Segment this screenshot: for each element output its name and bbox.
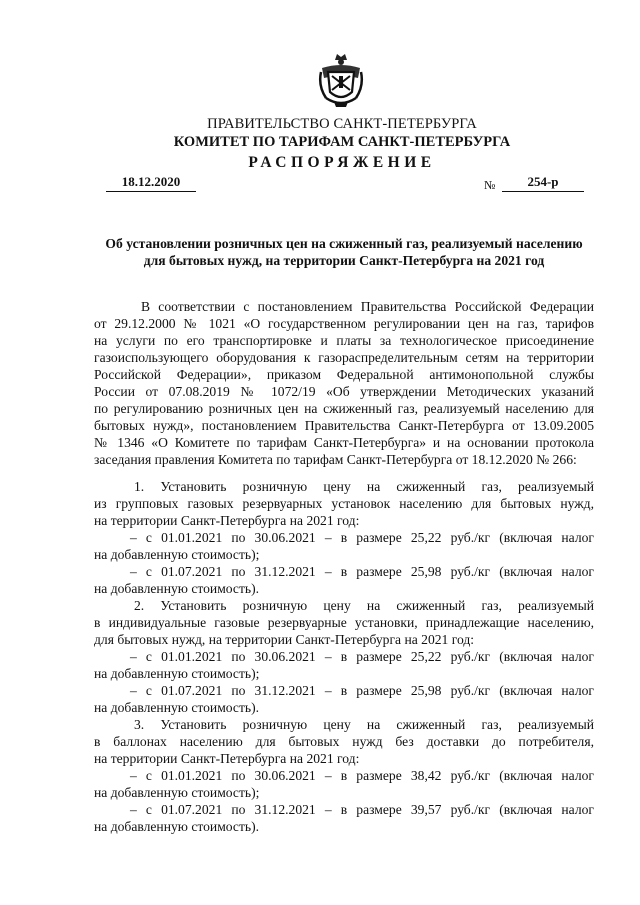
item-1-line: на территории Санкт-Петербурга на 2021 год:: [94, 513, 360, 528]
price-line: – с 01.07.2021 по 31.12.2021 – в размере 25,98 руб./кг (включая налог: [130, 683, 594, 698]
price-line: на добавленную стоимость);: [94, 547, 260, 562]
item-2-line: для бытовых нужд, на территории Санкт-Петербурга на 2021 год:: [94, 632, 475, 647]
price-line: на добавленную стоимость).: [94, 819, 260, 834]
price-line: – с 01.01.2021 по 30.06.2021 – в размере 25,22 руб./кг (включая налог: [130, 530, 594, 545]
preamble-line: России от 07.08.2019 № 1072/19 «Об утверждении Методических указаний: [94, 384, 594, 399]
number-label: №: [484, 178, 496, 192]
item-3-line: в баллонах населению для бытовых нужд без доставки до потребителя,: [94, 734, 594, 749]
item-3-line: 3. Установить розничную цену на сжиженный газ, реализуемый: [134, 717, 594, 732]
price-line: на добавленную стоимость);: [94, 785, 260, 800]
document-date: 18.12.2020: [106, 174, 196, 192]
preamble-line: № 1346 «О Комитете по тарифам Санкт-Петербурга» и на основании протокола: [94, 435, 594, 450]
price-line: – с 01.01.2021 по 30.06.2021 – в размере 25,22 руб./кг (включая налог: [130, 649, 594, 664]
preamble-line: Российской Федерации», приказом Федеральной антимонопольной службы: [94, 367, 594, 382]
document-title-line: Об установлении розничных цен на сжиженный газ, реализуемый населению: [105, 236, 583, 251]
item-1-line: 1. Установить розничную цену на сжиженный газ, реализуемый: [134, 479, 594, 494]
price-line: на добавленную стоимость);: [94, 666, 260, 681]
preamble-line: бытовых нужд», постановлением Правительства Санкт-Петербурга от 13.09.2005: [94, 418, 594, 433]
item-2-line: 2. Установить розничную цену на сжиженный газ, реализуемый: [134, 598, 594, 613]
preamble-line: на услуги по его транспортировке и платы за технологическое присоединение: [94, 333, 594, 348]
price-line: на добавленную стоимость).: [94, 700, 260, 715]
government-name: ПРАВИТЕЛЬСТВО САНКТ-ПЕТЕРБУРГА: [207, 116, 477, 132]
price-line: – с 01.07.2021 по 31.12.2021 – в размере 39,57 руб./кг (включая налог: [130, 802, 594, 817]
preamble-line: по регулированию розничных цен на сжиженный газ, реализуемый населению для: [94, 401, 594, 416]
document-type: РАСПОРЯЖЕНИЕ: [248, 154, 436, 171]
item-2-line: в индивидуальные газовые резервуарные установки, принадлежащие населению,: [94, 615, 594, 630]
item-3-line: на территории Санкт-Петербурга на 2021 год:: [94, 751, 360, 766]
preamble-line: газоиспользующего оборудования к газораспределительным сетям на территории: [94, 350, 594, 365]
price-line: – с 01.01.2021 по 30.06.2021 – в размере 38,42 руб./кг (включая налог: [130, 768, 594, 783]
item-1-line: из групповых газовых резервуарных установок населению для бытовых нужд,: [94, 496, 594, 511]
document-number: 254-р: [502, 174, 584, 192]
document-title-line: для бытовых нужд, на территории Санкт-Петербурга на 2021 год: [143, 253, 545, 268]
preamble-line: заседания правления Комитета по тарифам Санкт-Петербурга от 18.12.2020 № 266:: [94, 452, 577, 467]
preamble-line: от 29.12.2000 № 1021 «О государственном регулировании цен на газ, тарифов: [94, 316, 594, 331]
price-line: – с 01.07.2021 по 31.12.2021 – в размере 25,98 руб./кг (включая налог: [130, 564, 594, 579]
preamble-line: В соответствии с постановлением Правительства Российской Федерации: [141, 299, 594, 314]
coat-of-arms-icon: [318, 52, 364, 108]
committee-name: КОМИТЕТ ПО ТАРИФАМ САНКТ-ПЕТЕРБУРГА: [173, 134, 511, 150]
price-line: на добавленную стоимость).: [94, 581, 260, 596]
